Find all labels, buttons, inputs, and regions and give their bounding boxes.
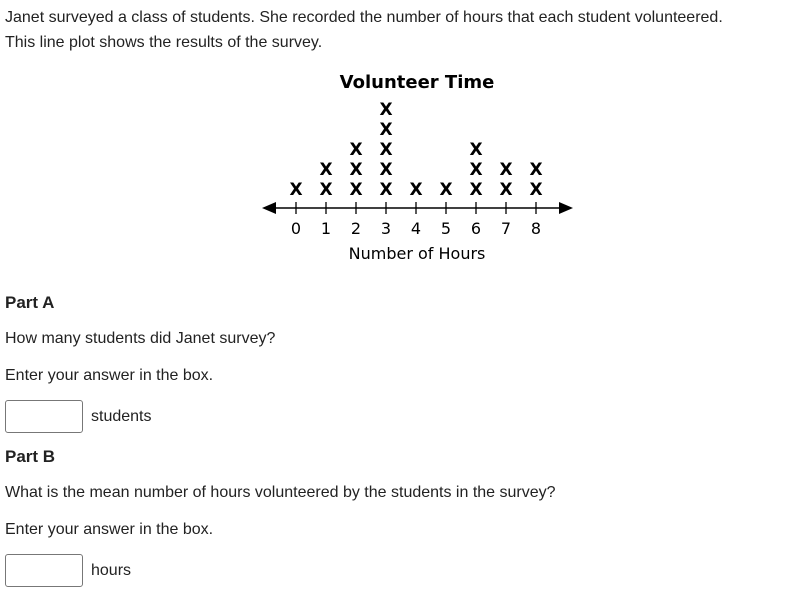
data-mark-x: X [439,180,453,200]
students-answer-input[interactable] [5,400,83,433]
data-mark-x: X [499,180,513,200]
tick-label: 0 [290,219,302,238]
tick-label: 4 [410,219,422,238]
data-mark-x: X [349,180,363,200]
hours-unit-label: hours [91,562,132,579]
tick-label: 5 [440,219,452,238]
intro-line-2: This line plot shows the results of the survey. [5,34,323,51]
data-mark-x: X [349,160,363,180]
tick-label: 1 [320,219,332,238]
part-b-question: What is the mean number of hours volunteered by the students in the survey? [5,484,556,501]
data-mark-x: X [319,160,333,180]
data-mark-x: X [379,180,393,200]
data-mark-x: X [529,180,543,200]
x-axis-label: Number of Hours [348,244,486,263]
intro-line-1: Janet surveyed a class of students. She recorded the number of hours that each student volunteered. [5,9,723,26]
data-mark-x: X [379,160,393,180]
tick-label: 8 [530,219,542,238]
left-arrow-icon [262,202,276,214]
data-mark-x: X [469,160,483,180]
data-mark-x: X [349,140,363,160]
data-mark-x: X [469,180,483,200]
part-a-instruction: Enter your answer in the box. [5,367,214,384]
tick-label: 3 [380,219,392,238]
data-mark-x: X [469,140,483,160]
data-mark-x: X [289,180,303,200]
data-mark-x: X [409,180,423,200]
hours-answer-input[interactable] [5,554,83,587]
data-mark-x: X [319,180,333,200]
right-arrow-icon [559,202,573,214]
part-a-heading: Part A [5,293,55,312]
tick-label: 6 [470,219,482,238]
data-mark-x: X [529,160,543,180]
data-mark-x: X [379,140,393,160]
tick-label: 2 [350,219,362,238]
tick-label: 7 [500,219,512,238]
part-a-question: How many students did Janet survey? [5,330,276,347]
data-mark-x: X [499,160,513,180]
line-plot [0,0,796,280]
part-b-instruction: Enter your answer in the box. [5,521,214,538]
data-mark-x: X [379,100,393,120]
data-mark-x: X [379,120,393,140]
students-unit-label: students [91,408,152,425]
part-b-heading: Part B [5,447,56,466]
chart-title: Volunteer Time [339,72,495,93]
